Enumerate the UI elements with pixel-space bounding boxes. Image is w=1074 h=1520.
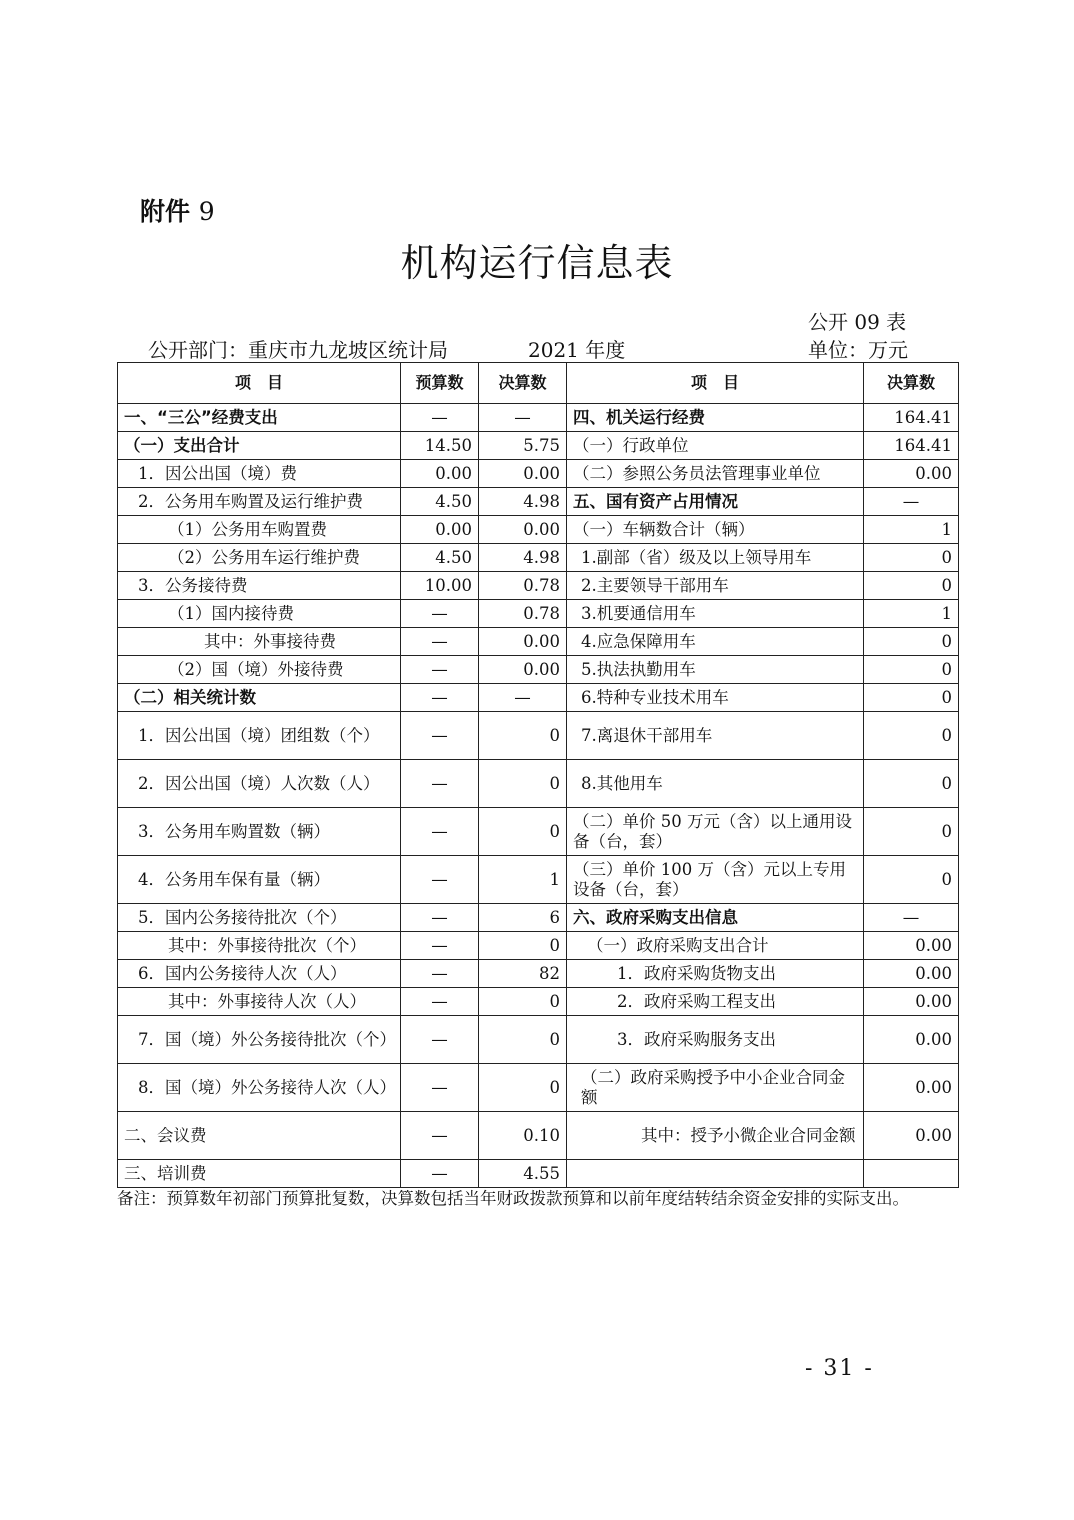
footnote: 备注：预算数年初部门预算批复数，决算数包括当年财政拨款预算和以前年度结转结余资金安排的实际支出。 [117, 1189, 909, 1208]
final-value: 0 [479, 932, 567, 960]
department: 公开部门：重庆市九龙坡区统计局 [148, 338, 448, 362]
table-row [118, 1112, 959, 1160]
item-right: （二）单价 50 万元（含）以上通用设备（台，套） [567, 808, 864, 856]
final-value: 6 [479, 904, 567, 932]
budget-value: — [401, 904, 479, 932]
header-final-left: 决算数 [479, 363, 567, 404]
item-left: 3．公务接待费 [118, 572, 401, 600]
item-right: 5.执法执勤用车 [567, 656, 864, 684]
item-right: 4.应急保障用车 [567, 628, 864, 656]
budget-value: — [401, 1064, 479, 1112]
item-left: 一、“三公”经费支出 [118, 404, 401, 432]
final-value-right: 0 [864, 656, 959, 684]
item-right: 四、机关运行经费 [567, 404, 864, 432]
item-right: 五、国有资产占用情况 [567, 488, 864, 516]
item-left: 7．国（境）外公务接待批次（个） [118, 1016, 401, 1064]
final-value-right: 1 [864, 600, 959, 628]
final-value-right: 0 [864, 544, 959, 572]
table-row [118, 712, 959, 760]
budget-value: — [401, 760, 479, 808]
table-row [118, 1160, 959, 1188]
final-value-right: 164.41 [864, 404, 959, 432]
item-left: （二）相关统计数 [118, 684, 401, 712]
table-row [118, 960, 959, 988]
item-right: （二）政府采购授予中小企业合同金额 [567, 1064, 864, 1112]
table-row [118, 1064, 959, 1112]
budget-value: — [401, 988, 479, 1016]
item-left: 2．公务用车购置及运行维护费 [118, 488, 401, 516]
item-right: 1.副部（省）级及以上领导用车 [567, 544, 864, 572]
header-final-right: 决算数 [864, 363, 959, 404]
table-row [118, 544, 959, 572]
item-left: （一）支出合计 [118, 432, 401, 460]
attachment-label [140, 192, 215, 228]
item-right [567, 1160, 864, 1188]
item-left: 2．因公出国（境）人次数（人） [118, 760, 401, 808]
item-right: （二）参照公务员法管理事业单位 [567, 460, 864, 488]
table-row [118, 808, 959, 856]
final-value: 4.98 [479, 544, 567, 572]
page-number: - 31 - [805, 1356, 874, 1381]
table-row [118, 600, 959, 628]
item-left: （1）国内接待费 [118, 600, 401, 628]
item-right: 3．政府采购服务支出 [567, 1016, 864, 1064]
budget-value: 10.00 [401, 572, 479, 600]
budget-value: — [401, 712, 479, 760]
table-row [118, 516, 959, 544]
table-code: 公开 09 表 [808, 310, 907, 334]
final-value: 0.10 [479, 1112, 567, 1160]
item-left: 6．国内公务接待人次（人） [118, 960, 401, 988]
item-left: 1．因公出国（境）团组数（个） [118, 712, 401, 760]
fiscal-year: 2021 年度 [528, 338, 626, 362]
item-right: （一）政府采购支出合计 [567, 932, 864, 960]
final-value-right: 0.00 [864, 960, 959, 988]
item-right: （一）车辆数合计（辆） [567, 516, 864, 544]
item-right: 2.主要领导干部用车 [567, 572, 864, 600]
table-row [118, 488, 959, 516]
item-left: （1）公务用车购置费 [118, 516, 401, 544]
final-value: 0.00 [479, 516, 567, 544]
final-value: 0 [479, 1064, 567, 1112]
budget-value: — [401, 932, 479, 960]
budget-value: — [401, 628, 479, 656]
final-value: 0.00 [479, 628, 567, 656]
final-value-right: — [864, 904, 959, 932]
item-right: 7.离退休干部用车 [567, 712, 864, 760]
final-value-right: 0 [864, 712, 959, 760]
final-value-right: 0.00 [864, 1064, 959, 1112]
final-value-right: 0.00 [864, 460, 959, 488]
budget-value: — [401, 684, 479, 712]
final-value-right: 0.00 [864, 1112, 959, 1160]
budget-value: — [401, 856, 479, 904]
item-left: 其中：外事接待批次（个） [118, 932, 401, 960]
item-left: 8．国（境）外公务接待人次（人） [118, 1064, 401, 1112]
final-value-right: 0 [864, 684, 959, 712]
final-value: 0 [479, 1016, 567, 1064]
item-right: 6.特种专业技术用车 [567, 684, 864, 712]
budget-value: — [401, 404, 479, 432]
table-row [118, 1016, 959, 1064]
table-row [118, 404, 959, 432]
final-value-right: 1 [864, 516, 959, 544]
final-value-right [864, 1160, 959, 1188]
table-row [118, 932, 959, 960]
final-value: 0.78 [479, 572, 567, 600]
item-right: 2．政府采购工程支出 [567, 988, 864, 1016]
item-right: 8.其他用车 [567, 760, 864, 808]
final-value-right: 0.00 [864, 1016, 959, 1064]
final-value: 4.55 [479, 1160, 567, 1188]
header-budget: 预算数 [401, 363, 479, 404]
budget-value: 4.50 [401, 544, 479, 572]
budget-value: 0.00 [401, 516, 479, 544]
final-value-right: 0.00 [864, 932, 959, 960]
item-right: （三）单价 100 万（含）元以上专用设备（台，套） [567, 856, 864, 904]
item-right: 其中：授予小微企业合同金额 [567, 1112, 864, 1160]
final-value-right: 0 [864, 856, 959, 904]
item-left: 二、会议费 [118, 1112, 401, 1160]
item-right: （一）行政单位 [567, 432, 864, 460]
final-value: 1 [479, 856, 567, 904]
budget-value: — [401, 1016, 479, 1064]
table-row [118, 656, 959, 684]
table-row [118, 628, 959, 656]
final-value: 0.00 [479, 656, 567, 684]
table-row [118, 760, 959, 808]
item-right: 六、政府采购支出信息 [567, 904, 864, 932]
page-title: 机构运行信息表 [400, 241, 674, 285]
item-left: 3．公务用车购置数（辆） [118, 808, 401, 856]
final-value: — [479, 684, 567, 712]
attachment-text: 附件 [140, 197, 191, 226]
item-left: 1．因公出国（境）费 [118, 460, 401, 488]
item-left: （2）公务用车运行维护费 [118, 544, 401, 572]
budget-value: 14.50 [401, 432, 479, 460]
final-value-right: 0 [864, 808, 959, 856]
table-row [118, 684, 959, 712]
final-value: 0 [479, 760, 567, 808]
final-value-right: 164.41 [864, 432, 959, 460]
budget-value: — [401, 808, 479, 856]
table-row [118, 460, 959, 488]
item-left: 4．公务用车保有量（辆） [118, 856, 401, 904]
item-right: 1．政府采购货物支出 [567, 960, 864, 988]
final-value-right: 0.00 [864, 988, 959, 1016]
table-row [118, 432, 959, 460]
final-value: 0 [479, 808, 567, 856]
item-left: （2）国（境）外接待费 [118, 656, 401, 684]
table-row [118, 904, 959, 932]
budget-value: — [401, 600, 479, 628]
budget-value: — [401, 1160, 479, 1188]
final-value-right: 0 [864, 760, 959, 808]
final-value-right: 0 [864, 628, 959, 656]
final-value-right: 0 [864, 572, 959, 600]
info-table [117, 362, 959, 1188]
table-row [118, 572, 959, 600]
budget-value: — [401, 1112, 479, 1160]
final-value: 82 [479, 960, 567, 988]
final-value-right: — [864, 488, 959, 516]
final-value: 5.75 [479, 432, 567, 460]
item-left: 三、培训费 [118, 1160, 401, 1188]
budget-value: 0.00 [401, 460, 479, 488]
item-right: 3.机要通信用车 [567, 600, 864, 628]
budget-value: — [401, 960, 479, 988]
final-value: 0 [479, 712, 567, 760]
attachment-number: 9 [198, 197, 215, 226]
budget-value: 4.50 [401, 488, 479, 516]
budget-value: — [401, 656, 479, 684]
item-left: 5．国内公务接待批次（个） [118, 904, 401, 932]
header-item-right: 项 目 [567, 363, 864, 404]
item-left: 其中：外事接待人次（人） [118, 988, 401, 1016]
header-item-left: 项 目 [118, 363, 401, 404]
final-value: — [479, 404, 567, 432]
unit-label: 单位：万元 [808, 338, 908, 362]
table-row [118, 856, 959, 904]
table-row [118, 988, 959, 1016]
final-value: 0.00 [479, 460, 567, 488]
final-value: 4.98 [479, 488, 567, 516]
final-value: 0.78 [479, 600, 567, 628]
final-value: 0 [479, 988, 567, 1016]
item-left: 其中：外事接待费 [118, 628, 401, 656]
